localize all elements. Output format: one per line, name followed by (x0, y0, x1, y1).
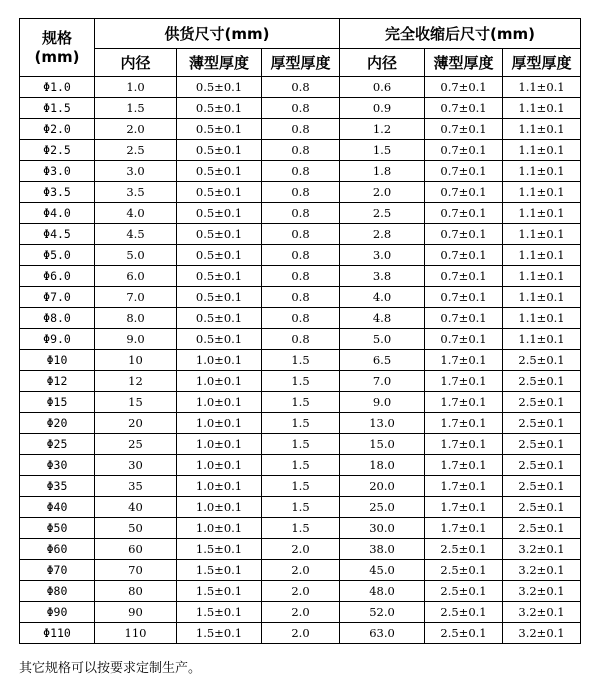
supply-inner-diameter-cell: 9.0 (95, 329, 177, 350)
supply-inner-diameter-cell: 60 (95, 539, 177, 560)
spec-cell: Φ25 (20, 434, 95, 455)
shrunk-thin-thickness-cell: 0.7±0.1 (425, 182, 503, 203)
supply-thin-thickness-cell: 1.5±0.1 (177, 581, 262, 602)
shrunk-thin-thickness-cell: 2.5±0.1 (425, 560, 503, 581)
column-header-shrunk-thin-thickness: 薄型厚度 (425, 49, 503, 77)
shrunk-thick-thickness-cell: 2.5±0.1 (503, 413, 581, 434)
shrunk-thin-thickness-cell: 1.7±0.1 (425, 518, 503, 539)
supply-thick-thickness-cell: 0.8 (262, 203, 340, 224)
shrunk-thick-thickness-cell: 1.1±0.1 (503, 140, 581, 161)
supply-thin-thickness-cell: 0.5±0.1 (177, 224, 262, 245)
supply-inner-diameter-cell: 110 (95, 623, 177, 644)
table-row (20, 602, 581, 623)
supply-inner-diameter-cell: 6.0 (95, 266, 177, 287)
spec-label-line2: (mm) (34, 47, 80, 66)
supply-thick-thickness-cell: 1.5 (262, 518, 340, 539)
shrunk-thin-thickness-cell: 1.7±0.1 (425, 392, 503, 413)
table-row (20, 350, 581, 371)
shrunk-inner-diameter-cell: 0.9 (340, 98, 425, 119)
shrunk-inner-diameter-cell: 6.5 (340, 350, 425, 371)
spec-cell: Φ10 (20, 350, 95, 371)
spec-cell: Φ9.0 (20, 329, 95, 350)
spec-cell: Φ5.0 (20, 245, 95, 266)
shrunk-thick-thickness-cell: 1.1±0.1 (503, 287, 581, 308)
supply-thick-thickness-cell: 0.8 (262, 98, 340, 119)
supply-thin-thickness-cell: 1.5±0.1 (177, 623, 262, 644)
shrunk-inner-diameter-cell: 1.8 (340, 161, 425, 182)
shrunk-thick-thickness-cell: 1.1±0.1 (503, 329, 581, 350)
supply-inner-diameter-cell: 30 (95, 455, 177, 476)
shrunk-thick-thickness-cell: 2.5±0.1 (503, 455, 581, 476)
shrunk-thin-thickness-cell: 2.5±0.1 (425, 581, 503, 602)
supply-inner-diameter-cell: 70 (95, 560, 177, 581)
shrunk-thick-thickness-cell: 1.1±0.1 (503, 119, 581, 140)
table-row (20, 98, 581, 119)
shrunk-thin-thickness-cell: 1.7±0.1 (425, 497, 503, 518)
shrunk-thin-thickness-cell: 0.7±0.1 (425, 77, 503, 98)
table-row (20, 308, 581, 329)
shrunk-thin-thickness-cell: 0.7±0.1 (425, 245, 503, 266)
supply-thick-thickness-cell: 0.8 (262, 224, 340, 245)
spec-table (19, 18, 581, 644)
supply-thin-thickness-cell: 1.0±0.1 (177, 497, 262, 518)
shrunk-thin-thickness-cell: 0.7±0.1 (425, 308, 503, 329)
shrunk-thick-thickness-cell: 2.5±0.1 (503, 434, 581, 455)
shrunk-thin-thickness-cell: 1.7±0.1 (425, 350, 503, 371)
supply-inner-diameter-cell: 5.0 (95, 245, 177, 266)
supply-thick-thickness-cell: 0.8 (262, 308, 340, 329)
shrunk-inner-diameter-cell: 7.0 (340, 371, 425, 392)
supply-thick-thickness-cell: 2.0 (262, 623, 340, 644)
supply-inner-diameter-cell: 20 (95, 413, 177, 434)
supply-thin-thickness-cell: 0.5±0.1 (177, 161, 262, 182)
supply-thick-thickness-cell: 0.8 (262, 140, 340, 161)
supply-thin-thickness-cell: 1.5±0.1 (177, 602, 262, 623)
shrunk-thick-thickness-cell: 3.2±0.1 (503, 602, 581, 623)
supply-thin-thickness-cell: 1.0±0.1 (177, 455, 262, 476)
supply-inner-diameter-cell: 35 (95, 476, 177, 497)
shrunk-thin-thickness-cell: 0.7±0.1 (425, 203, 503, 224)
shrunk-thin-thickness-cell: 1.7±0.1 (425, 455, 503, 476)
supply-inner-diameter-cell: 7.0 (95, 287, 177, 308)
supply-thin-thickness-cell: 0.5±0.1 (177, 203, 262, 224)
spec-cell: Φ12 (20, 371, 95, 392)
shrunk-inner-diameter-cell: 2.8 (340, 224, 425, 245)
supply-thick-thickness-cell: 0.8 (262, 161, 340, 182)
table-row (20, 539, 581, 560)
supply-thick-thickness-cell: 0.8 (262, 245, 340, 266)
table-row (20, 329, 581, 350)
table-row (20, 371, 581, 392)
shrunk-inner-diameter-cell: 18.0 (340, 455, 425, 476)
shrunk-thick-thickness-cell: 1.1±0.1 (503, 224, 581, 245)
shrunk-inner-diameter-cell: 5.0 (340, 329, 425, 350)
supply-inner-diameter-cell: 50 (95, 518, 177, 539)
supply-inner-diameter-cell: 4.5 (95, 224, 177, 245)
shrunk-thick-thickness-cell: 2.5±0.1 (503, 392, 581, 413)
shrunk-inner-diameter-cell: 0.6 (340, 77, 425, 98)
table-row (20, 77, 581, 98)
spec-cell: Φ50 (20, 518, 95, 539)
shrunk-thick-thickness-cell: 3.2±0.1 (503, 581, 581, 602)
shrunk-inner-diameter-cell: 4.0 (340, 287, 425, 308)
supply-thin-thickness-cell: 1.0±0.1 (177, 371, 262, 392)
shrunk-thin-thickness-cell: 1.7±0.1 (425, 371, 503, 392)
table-row (20, 413, 581, 434)
shrunk-inner-diameter-cell: 15.0 (340, 434, 425, 455)
supply-thin-thickness-cell: 0.5±0.1 (177, 266, 262, 287)
shrunk-thin-thickness-cell: 0.7±0.1 (425, 140, 503, 161)
footnote: 其它规格可以按要求定制生产。 (19, 661, 202, 676)
shrunk-thin-thickness-cell: 0.7±0.1 (425, 119, 503, 140)
supply-thin-thickness-cell: 1.5±0.1 (177, 560, 262, 581)
spec-cell: Φ4.0 (20, 203, 95, 224)
supply-inner-diameter-cell: 12 (95, 371, 177, 392)
supply-thin-thickness-cell: 0.5±0.1 (177, 119, 262, 140)
spec-cell: Φ3.5 (20, 182, 95, 203)
supply-thick-thickness-cell: 1.5 (262, 434, 340, 455)
shrunk-inner-diameter-cell: 3.8 (340, 266, 425, 287)
spec-cell: Φ15 (20, 392, 95, 413)
table-row (20, 581, 581, 602)
column-header-supply-thick-thickness: 厚型厚度 (262, 49, 340, 77)
spec-cell: Φ2.5 (20, 140, 95, 161)
supply-thick-thickness-cell: 1.5 (262, 392, 340, 413)
supply-thick-thickness-cell: 0.8 (262, 287, 340, 308)
supply-inner-diameter-cell: 1.0 (95, 77, 177, 98)
table-row (20, 476, 581, 497)
shrunk-thick-thickness-cell: 2.5±0.1 (503, 497, 581, 518)
table-row (20, 497, 581, 518)
spec-column-header (20, 19, 95, 77)
shrunk-thin-thickness-cell: 1.7±0.1 (425, 476, 503, 497)
shrunk-thick-thickness-cell: 2.5±0.1 (503, 371, 581, 392)
spec-cell: Φ40 (20, 497, 95, 518)
table-row (20, 266, 581, 287)
shrunk-thin-thickness-cell: 2.5±0.1 (425, 539, 503, 560)
group-header-supply: 供货尺寸(mm) (95, 19, 340, 49)
supply-thick-thickness-cell: 1.5 (262, 350, 340, 371)
supply-inner-diameter-cell: 1.5 (95, 98, 177, 119)
table-row (20, 203, 581, 224)
group-header-shrunk: 完全收缩后尺寸(mm) (340, 19, 581, 49)
shrunk-thick-thickness-cell: 1.1±0.1 (503, 98, 581, 119)
shrunk-thick-thickness-cell: 1.1±0.1 (503, 203, 581, 224)
shrunk-inner-diameter-cell: 13.0 (340, 413, 425, 434)
spec-cell: Φ4.5 (20, 224, 95, 245)
spec-cell: Φ7.0 (20, 287, 95, 308)
shrunk-thick-thickness-cell: 1.1±0.1 (503, 77, 581, 98)
shrunk-inner-diameter-cell: 1.2 (340, 119, 425, 140)
shrunk-inner-diameter-cell: 63.0 (340, 623, 425, 644)
table-row (20, 182, 581, 203)
spec-label-line1: 规格 (41, 28, 72, 47)
spec-cell: Φ8.0 (20, 308, 95, 329)
column-header-shrunk-thick-thickness: 厚型厚度 (503, 49, 581, 77)
supply-inner-diameter-cell: 4.0 (95, 203, 177, 224)
shrunk-thin-thickness-cell: 1.7±0.1 (425, 434, 503, 455)
shrunk-thin-thickness-cell: 0.7±0.1 (425, 224, 503, 245)
shrunk-inner-diameter-cell: 9.0 (340, 392, 425, 413)
supply-inner-diameter-cell: 10 (95, 350, 177, 371)
supply-thick-thickness-cell: 2.0 (262, 539, 340, 560)
supply-thin-thickness-cell: 0.5±0.1 (177, 329, 262, 350)
supply-thin-thickness-cell: 0.5±0.1 (177, 287, 262, 308)
spec-cell: Φ110 (20, 623, 95, 644)
supply-thin-thickness-cell: 1.5±0.1 (177, 539, 262, 560)
shrunk-inner-diameter-cell: 2.5 (340, 203, 425, 224)
table-row (20, 434, 581, 455)
shrunk-thin-thickness-cell: 0.7±0.1 (425, 98, 503, 119)
supply-inner-diameter-cell: 3.5 (95, 182, 177, 203)
supply-thin-thickness-cell: 1.0±0.1 (177, 518, 262, 539)
shrunk-inner-diameter-cell: 1.5 (340, 140, 425, 161)
supply-thin-thickness-cell: 0.5±0.1 (177, 245, 262, 266)
supply-thin-thickness-cell: 0.5±0.1 (177, 77, 262, 98)
shrunk-inner-diameter-cell: 48.0 (340, 581, 425, 602)
header-row-columns (20, 49, 581, 77)
supply-thin-thickness-cell: 1.0±0.1 (177, 476, 262, 497)
column-header-supply-inner-diameter: 内径 (95, 49, 177, 77)
shrunk-thick-thickness-cell: 1.1±0.1 (503, 182, 581, 203)
table-row (20, 224, 581, 245)
shrunk-inner-diameter-cell: 3.0 (340, 245, 425, 266)
supply-thin-thickness-cell: 1.0±0.1 (177, 350, 262, 371)
spec-cell: Φ1.5 (20, 98, 95, 119)
supply-inner-diameter-cell: 40 (95, 497, 177, 518)
spec-cell: Φ2.0 (20, 119, 95, 140)
supply-inner-diameter-cell: 90 (95, 602, 177, 623)
shrunk-thin-thickness-cell: 0.7±0.1 (425, 329, 503, 350)
spec-cell: Φ1.0 (20, 77, 95, 98)
supply-thick-thickness-cell: 1.5 (262, 497, 340, 518)
shrunk-thin-thickness-cell: 0.7±0.1 (425, 161, 503, 182)
shrunk-thin-thickness-cell: 1.7±0.1 (425, 413, 503, 434)
shrunk-inner-diameter-cell: 45.0 (340, 560, 425, 581)
supply-thick-thickness-cell: 0.8 (262, 329, 340, 350)
shrunk-thin-thickness-cell: 2.5±0.1 (425, 623, 503, 644)
supply-thick-thickness-cell: 1.5 (262, 476, 340, 497)
shrunk-thick-thickness-cell: 3.2±0.1 (503, 539, 581, 560)
supply-thin-thickness-cell: 1.0±0.1 (177, 434, 262, 455)
spec-cell: Φ3.0 (20, 161, 95, 182)
shrunk-inner-diameter-cell: 4.8 (340, 308, 425, 329)
supply-thin-thickness-cell: 1.0±0.1 (177, 392, 262, 413)
spec-cell: Φ80 (20, 581, 95, 602)
supply-thin-thickness-cell: 0.5±0.1 (177, 182, 262, 203)
supply-thin-thickness-cell: 0.5±0.1 (177, 98, 262, 119)
shrunk-thin-thickness-cell: 0.7±0.1 (425, 287, 503, 308)
spec-cell: Φ90 (20, 602, 95, 623)
column-header-shrunk-inner-diameter: 内径 (340, 49, 425, 77)
supply-thin-thickness-cell: 0.5±0.1 (177, 308, 262, 329)
supply-inner-diameter-cell: 15 (95, 392, 177, 413)
supply-thick-thickness-cell: 2.0 (262, 581, 340, 602)
supply-inner-diameter-cell: 2.5 (95, 140, 177, 161)
table-row (20, 455, 581, 476)
supply-inner-diameter-cell: 80 (95, 581, 177, 602)
shrunk-thick-thickness-cell: 3.2±0.1 (503, 560, 581, 581)
shrunk-thin-thickness-cell: 2.5±0.1 (425, 602, 503, 623)
supply-thin-thickness-cell: 0.5±0.1 (177, 140, 262, 161)
spec-cell: Φ70 (20, 560, 95, 581)
shrunk-thick-thickness-cell: 1.1±0.1 (503, 161, 581, 182)
supply-thick-thickness-cell: 2.0 (262, 602, 340, 623)
supply-thick-thickness-cell: 2.0 (262, 560, 340, 581)
spec-cell: Φ30 (20, 455, 95, 476)
shrunk-thick-thickness-cell: 3.2±0.1 (503, 623, 581, 644)
shrunk-thin-thickness-cell: 0.7±0.1 (425, 266, 503, 287)
supply-thick-thickness-cell: 1.5 (262, 455, 340, 476)
table-row (20, 560, 581, 581)
supply-thick-thickness-cell: 0.8 (262, 119, 340, 140)
spec-table-body (20, 77, 581, 644)
shrunk-thick-thickness-cell: 2.5±0.1 (503, 350, 581, 371)
shrunk-inner-diameter-cell: 2.0 (340, 182, 425, 203)
shrunk-thick-thickness-cell: 2.5±0.1 (503, 476, 581, 497)
table-row (20, 119, 581, 140)
table-row (20, 392, 581, 413)
supply-thick-thickness-cell: 0.8 (262, 182, 340, 203)
column-header-supply-thin-thickness: 薄型厚度 (177, 49, 262, 77)
table-row (20, 518, 581, 539)
supply-thick-thickness-cell: 1.5 (262, 371, 340, 392)
supply-thin-thickness-cell: 1.0±0.1 (177, 413, 262, 434)
table-row (20, 161, 581, 182)
shrunk-thick-thickness-cell: 1.1±0.1 (503, 308, 581, 329)
table-row (20, 287, 581, 308)
shrunk-inner-diameter-cell: 20.0 (340, 476, 425, 497)
table-row (20, 623, 581, 644)
table-row (20, 140, 581, 161)
table-row (20, 245, 581, 266)
supply-inner-diameter-cell: 25 (95, 434, 177, 455)
header-row-groups (20, 19, 581, 49)
spec-cell: Φ35 (20, 476, 95, 497)
shrunk-thick-thickness-cell: 1.1±0.1 (503, 266, 581, 287)
supply-thick-thickness-cell: 0.8 (262, 266, 340, 287)
spec-cell: Φ60 (20, 539, 95, 560)
supply-inner-diameter-cell: 3.0 (95, 161, 177, 182)
shrunk-inner-diameter-cell: 52.0 (340, 602, 425, 623)
shrunk-inner-diameter-cell: 30.0 (340, 518, 425, 539)
shrunk-thick-thickness-cell: 1.1±0.1 (503, 245, 581, 266)
spec-cell: Φ6.0 (20, 266, 95, 287)
shrunk-thick-thickness-cell: 2.5±0.1 (503, 518, 581, 539)
supply-inner-diameter-cell: 8.0 (95, 308, 177, 329)
shrunk-inner-diameter-cell: 38.0 (340, 539, 425, 560)
supply-inner-diameter-cell: 2.0 (95, 119, 177, 140)
supply-thick-thickness-cell: 1.5 (262, 413, 340, 434)
spec-cell: Φ20 (20, 413, 95, 434)
shrunk-inner-diameter-cell: 25.0 (340, 497, 425, 518)
supply-thick-thickness-cell: 0.8 (262, 77, 340, 98)
